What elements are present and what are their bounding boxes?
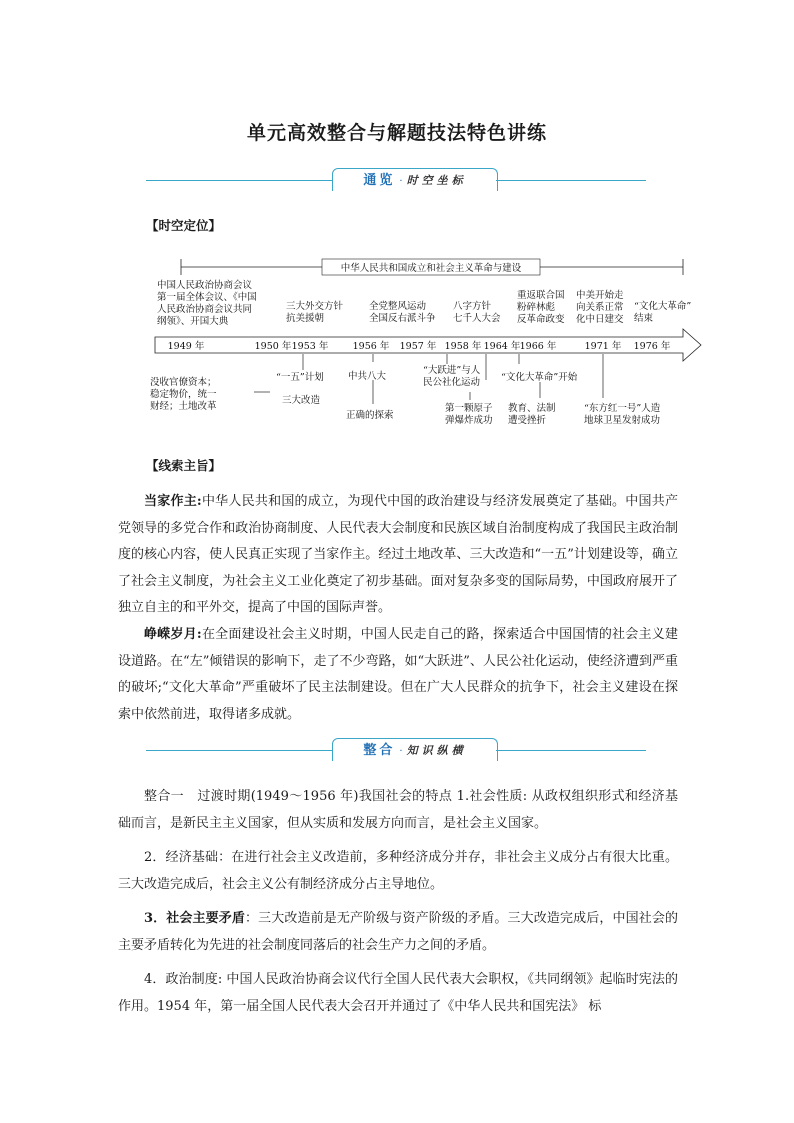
event-above-line: 纲领》、开国大典 xyxy=(157,316,229,327)
event-below-line: 遭受挫折 xyxy=(508,415,547,426)
event-above-line: “文化大革命” xyxy=(634,301,692,312)
banner-sub: 时空坐标 xyxy=(406,174,467,187)
event-below-line: 财经；土地改革 xyxy=(150,401,217,412)
banner-main: 整合 xyxy=(363,743,396,758)
clue-paragraph-2 xyxy=(118,622,678,728)
year-label: 1956 年 xyxy=(352,341,390,352)
event-above-line: 抗美援朝 xyxy=(286,313,325,324)
clue-lead-1: 当家作主: xyxy=(144,494,202,509)
event-above-line: 向关系正常 xyxy=(576,302,624,313)
event-above-line: 粉碎林彪 xyxy=(517,302,556,313)
event-below-line: 弹爆炸成功 xyxy=(445,415,493,426)
banner-tab xyxy=(332,738,498,761)
year-label: 1971 年 xyxy=(584,341,622,352)
integration-paragraph-1: 整合一 过渡时期(1949～1956 年)我国社会的特点 1.社会性质: 从政权组织形式和经济基础而言，是新民主主义国家，但从实质和发展方向而言，是社会主义国家。 xyxy=(118,789,678,831)
integration-lead-3: 3．社会主要矛盾 xyxy=(144,911,246,926)
integration-body-3: ：三大改造前是无产阶级与资产阶级的矛盾。三大改造完成后，中国社会的主要矛盾转化为先进的社会制度同落后的社会生产力之间的矛盾。 xyxy=(118,911,678,953)
banner-rule-right xyxy=(496,750,646,751)
event-above-line: 八字方针 xyxy=(453,301,492,312)
event-above-line: 七千人大会 xyxy=(453,313,501,324)
year-label: 1958 年 xyxy=(444,341,482,352)
event-above-line: 化中日建交 xyxy=(576,314,624,325)
event-below-line: 教育、法制 xyxy=(508,403,556,414)
event-below-line: 正确的探索 xyxy=(346,410,394,421)
banner-sub: 知识纵横 xyxy=(406,744,467,757)
banner-dot: · xyxy=(399,746,403,757)
section-heading-clues: 【线索主旨】 xyxy=(146,458,222,473)
year-label: 1950 年 xyxy=(254,341,292,352)
event-below-line: 第一颗原子 xyxy=(445,403,493,414)
clue-body-1: 中华人民共和国的成立，为现代中国的政治建设与经济发展奠定了基础。中国共产党领导的多党合作和政治协商制度、人民代表大会制度和民族区域自治制度构成了我国民主政治制度的核心内容，使人民真正实现了当家作主。经过土地改革、三大改造和“一五”计划建设等，确立了社会主义制度，为社会主义工业化奠定了初步基础。面对复杂多变的国际局势，中国政府展开了独立自主的和平外交，提高了中国的国际声誉。 xyxy=(118,494,678,615)
event-below-line: “东方红一号”人造 xyxy=(584,403,661,414)
event-above-line: 人民政治协商会议共同 xyxy=(157,304,253,315)
event-below-line: 稳定物价，统一 xyxy=(150,389,217,400)
event-below-line: “一五”计划 xyxy=(276,372,324,383)
page-title: 单元高效整合与解题技法特色讲练 xyxy=(246,122,547,144)
event-below-line: 中共八大 xyxy=(348,371,387,382)
year-label: 1957 年 xyxy=(399,341,437,352)
banner-main: 通览 xyxy=(363,173,396,188)
event-above-line: 重返联合国 xyxy=(517,290,565,301)
event-above-line: 全国反右派斗争 xyxy=(369,313,436,324)
timeline-diagram xyxy=(0,0,794,440)
clue-paragraph-1 xyxy=(118,489,678,622)
clue-lead-2: 峥嵘岁月: xyxy=(144,627,202,642)
event-above-line: 中美开始走 xyxy=(576,290,624,301)
year-label: 1949 年 xyxy=(167,341,205,352)
section-heading-positioning: 【时空定位】 xyxy=(146,218,222,233)
event-above-line: 中国人民政治协商会议 xyxy=(157,280,253,291)
banner-dot: · xyxy=(399,176,403,187)
event-above-line: 三大外交方针 xyxy=(286,301,344,312)
year-label: 1966 年 xyxy=(519,341,557,352)
section-banner-integration xyxy=(146,738,646,764)
event-above-line: 全党整风运动 xyxy=(369,301,427,312)
event-below-line: 三大改造 xyxy=(282,395,321,406)
clue-body-2: 在全面建设社会主义时期，中国人民走自己的路，探索适合中国国情的社会主义建设道路。在“左”倾错误的影响下，走了不少弯路，如“大跃进”、人民公社化运动，使经济遭到严重的破坏;“文化大革命”严重破坏了民主法制建设。但在广大人民群众的抗争下，社会主义建设在探索中依然前进，取得诸多成就。 xyxy=(118,627,678,722)
event-above-line: 反革命政变 xyxy=(517,314,565,325)
year-label: 1953 年 xyxy=(291,341,329,352)
year-label: 1976 年 xyxy=(633,341,671,352)
event-below-line: “大跃进”与人 xyxy=(423,365,481,376)
event-above-line: 结束 xyxy=(634,313,654,324)
era-header-text: 中华人民共和国成立和社会主义革命与建设 xyxy=(340,263,522,274)
integration-paragraph-2: 2．经济基础：在进行社会主义改造前，多种经济成分并存，非社会主义成分占有很大比重。三大改造完成后，社会主义公有制经济成分占主导地位。 xyxy=(118,850,678,892)
year-label: 1964 年 xyxy=(483,341,521,352)
event-below-line: 民公社化运动 xyxy=(423,377,481,388)
event-below-line: 没收官僚资本； xyxy=(150,377,217,388)
integration-paragraph-4: 4．政治制度: 中国人民政治协商会议代行全国人民代表大会职权，《共同纲领》起临时宪法的作用。1954 年，第一届全国人民代表大会召开并通过了《中华人民共和国宪法》 标 xyxy=(118,972,678,1014)
event-below-line: “文化大革命”开始 xyxy=(501,372,578,383)
event-above-line: 第一届全体会议、《中国 xyxy=(157,292,257,303)
event-below-line: 地球卫星发射成功 xyxy=(584,415,661,426)
integration-paragraph-3 xyxy=(118,906,678,959)
banner-rule-left xyxy=(146,750,334,751)
